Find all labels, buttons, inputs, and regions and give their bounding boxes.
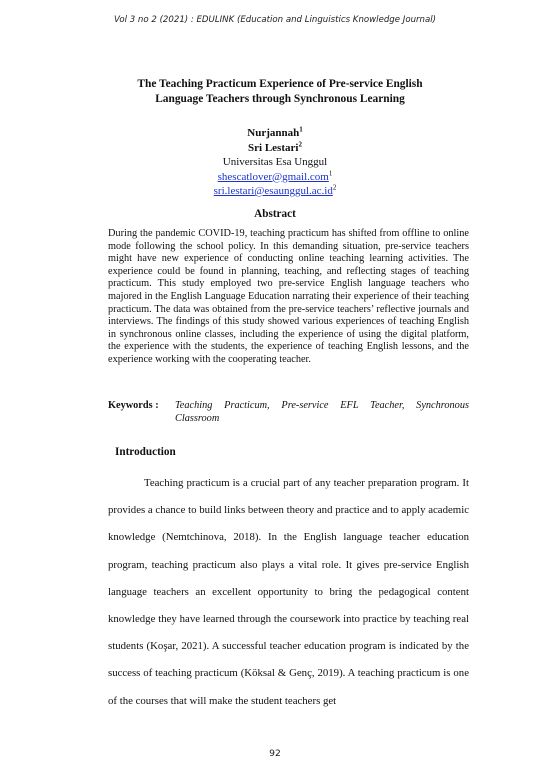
- email-2: [0, 184, 550, 199]
- author-block: [0, 126, 550, 199]
- email-2-sup: 2: [332, 183, 337, 192]
- email-2-link[interactable]: sri.lestari@esaunggul.ac.id: [213, 185, 333, 197]
- email-1-link[interactable]: shescatlover@gmail.com: [217, 170, 329, 183]
- author-1-sup: 1: [299, 125, 303, 134]
- author-2: [0, 141, 550, 156]
- author-1-name: Nurjannah: [247, 127, 300, 139]
- introduction-paragraph: Teaching practicum is a crucial part of any teacher preparation program. It provides a chance to build links between theory and practice and to apply academic knowledge (Nemtchinova, 2018). In the English language teacher education program, teaching practicum also plays a vital role. It gives pre-service English language teachers an excellent opportunity to bring the pedagogical content knowledge they have learned through the coursework into practice by teaching real students (Koşar, 2021). A successful teacher education program is indicated by the success of teaching practicum (Köksal & Genç, 2019). A teaching practicum is one of the courses that will make the student teachers get: [108, 477, 469, 707]
- introduction-body: [108, 470, 469, 715]
- paper-title: [90, 77, 470, 107]
- email-1-sup: 1: [328, 168, 333, 177]
- paper-title-line-1: The Teaching Practicum Experience of Pre-service English: [137, 78, 423, 90]
- author-2-sup: 2: [298, 139, 302, 148]
- author-1: [0, 126, 550, 141]
- paper-title-line-2: Language Teachers through Synchronous Learning: [155, 93, 405, 105]
- keywords-label: Keywords :: [108, 400, 159, 411]
- keywords-text: Teaching Practicum, Pre-service EFL Teacher, Synchronous Classroom: [175, 400, 469, 424]
- abstract-heading: Abstract: [254, 208, 296, 220]
- abstract-text: During the pandemic COVID-19, teaching practicum has shifted from offline to online mode following the school policy. In this demanding situation, pre-service teachers might have new experience of conducting online teaching learning activities. The experience could be found in planning, teaching, and reflecting stages of teaching practicum. This study employed two pre-service English language teachers who majored in the English Language Education narrating their experience of their teaching practicum. The data was obtained from the pre-service teachers’ reflective journals and interviews. The findings of this study showed various experiences of teaching English in synchronous online classes, including the experience of using the digital platform, the experience with the students, the experience of teaching English lessons, and the experience working with the cooperating teacher.: [108, 228, 469, 365]
- running-header: Vol 3 no 2 (2021) : EDULINK (Education and Linguistics Knowledge Journal): [113, 15, 437, 25]
- affiliation: Universitas Esa Unggul: [222, 156, 328, 168]
- section-heading-introduction: Introduction: [115, 446, 176, 458]
- author-2-name: Sri Lestari: [248, 141, 299, 154]
- email-1: [0, 170, 550, 185]
- page-number: 92: [269, 748, 281, 759]
